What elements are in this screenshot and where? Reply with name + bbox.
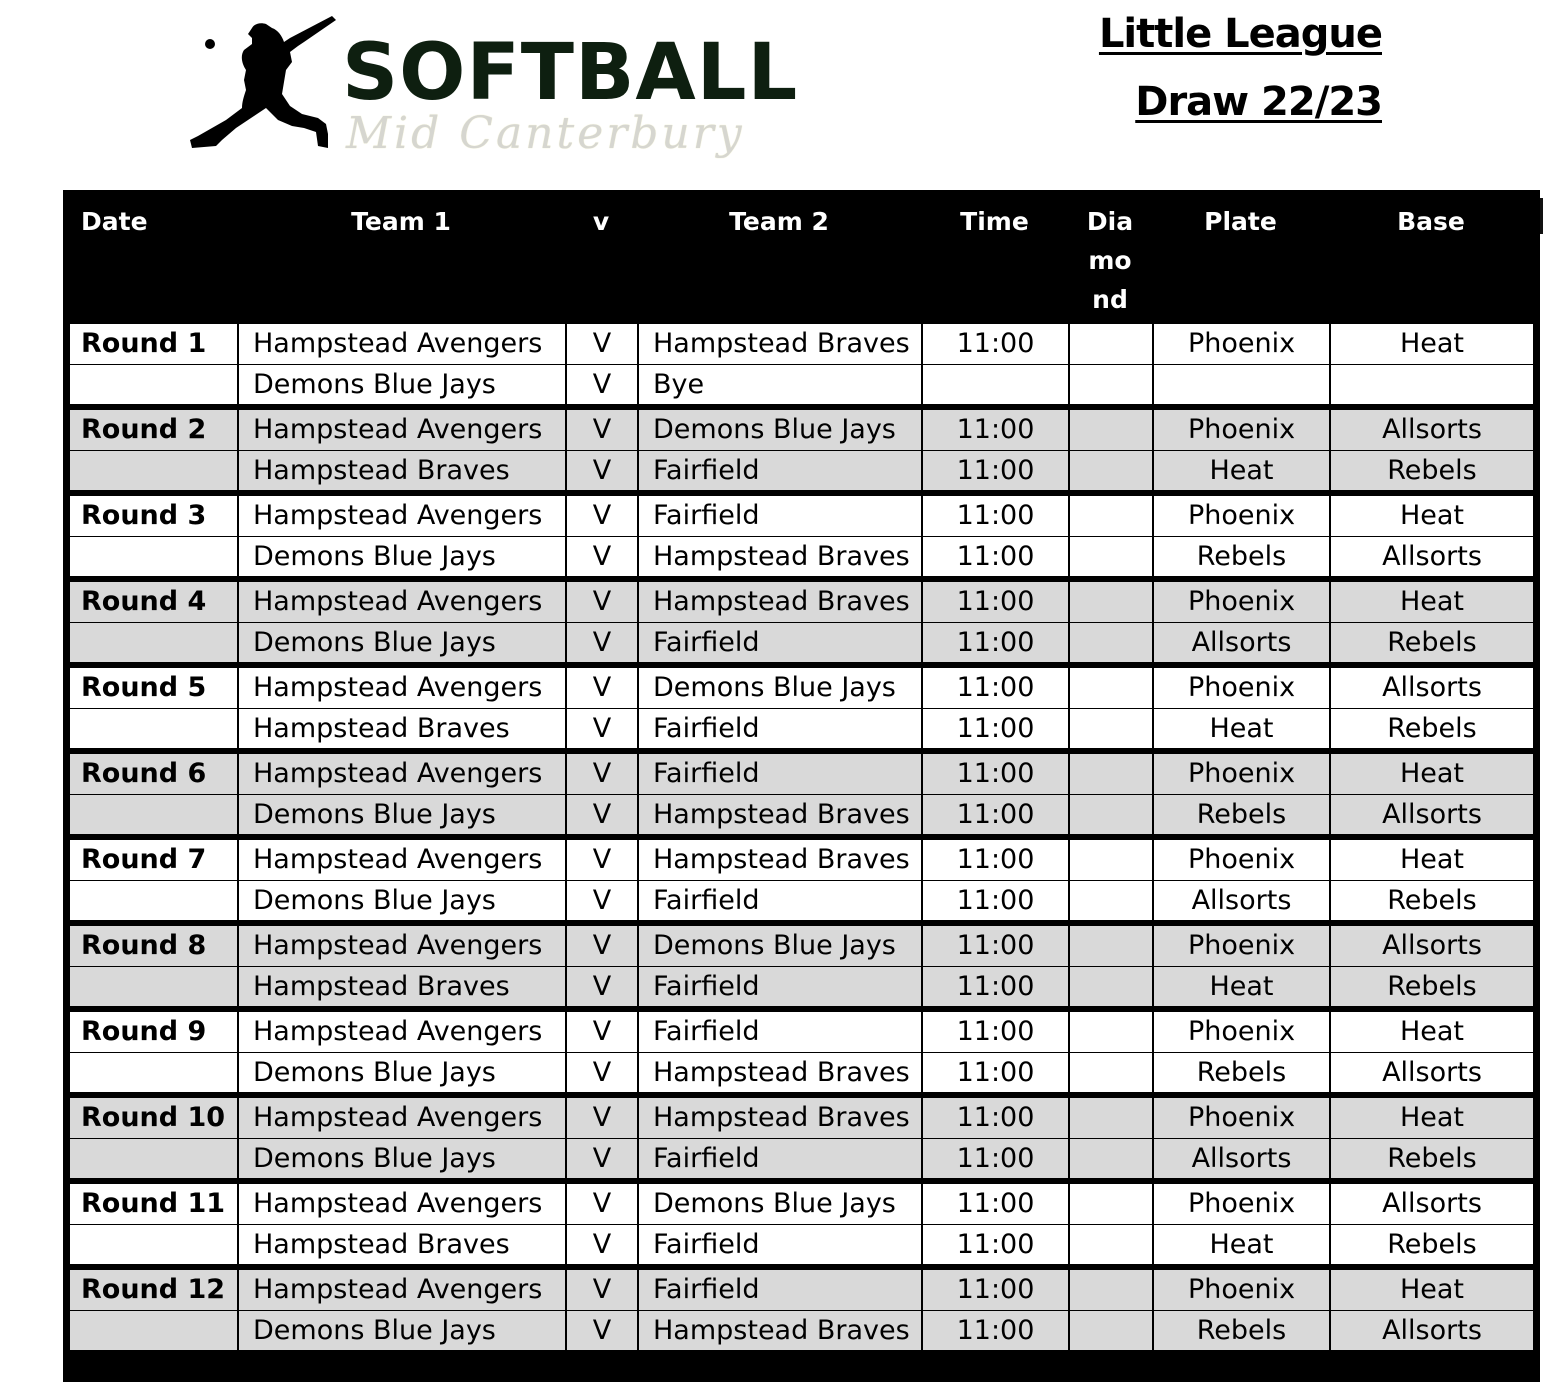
time-cell: 11:00 [921, 451, 1068, 490]
team1-cell: Hampstead Avengers [237, 926, 565, 966]
time-cell [921, 365, 1068, 404]
plate-cell: Allsorts [1152, 623, 1329, 662]
diamond-cell [1068, 1139, 1152, 1178]
versus-cell: V [565, 881, 637, 920]
time-cell: 11:00 [921, 1139, 1068, 1178]
versus-cell: V [565, 365, 637, 404]
table-row [70, 410, 1533, 450]
team1-cell: Hampstead Avengers [237, 582, 565, 622]
plate-cell: Heat [1152, 1225, 1329, 1264]
plate-cell: Heat [1152, 709, 1329, 748]
table-row [70, 1012, 1533, 1052]
time-cell: 11:00 [921, 1270, 1068, 1310]
table-row [70, 880, 1533, 920]
table-row [70, 1270, 1533, 1310]
versus-cell: V [565, 537, 637, 576]
team2-cell: Demons Blue Jays [637, 410, 921, 450]
round-group [70, 324, 1533, 404]
team2-cell: Fairfield [637, 881, 921, 920]
table-row [70, 840, 1533, 880]
team1-cell: Hampstead Avengers [237, 1098, 565, 1138]
team1-cell: Demons Blue Jays [237, 365, 565, 404]
table-row [70, 668, 1533, 708]
time-cell: 11:00 [921, 582, 1068, 622]
diamond-cell [1068, 926, 1152, 966]
base-cell: Heat [1329, 324, 1533, 364]
team1-cell: Demons Blue Jays [237, 795, 565, 834]
team2-cell: Hampstead Braves [637, 582, 921, 622]
time-cell: 11:00 [921, 1053, 1068, 1092]
table-row [70, 754, 1533, 794]
title-line-2: Draw 22/23 [1135, 79, 1382, 125]
team1-cell: Hampstead Braves [237, 1225, 565, 1264]
base-cell: Heat [1329, 1098, 1533, 1138]
time-cell: 11:00 [921, 1098, 1068, 1138]
plate-cell: Phoenix [1152, 668, 1329, 708]
table-row [70, 1224, 1533, 1264]
round-group [70, 1184, 1533, 1264]
versus-cell: V [565, 410, 637, 450]
versus-cell: V [565, 582, 637, 622]
round-group [70, 926, 1533, 1006]
round-label-cell [70, 1311, 237, 1350]
table-row [70, 1310, 1533, 1350]
round-label-cell: Round 12 [81, 1274, 226, 1305]
time-cell: 11:00 [921, 1311, 1068, 1350]
base-cell: Rebels [1329, 451, 1533, 490]
team2-cell: Hampstead Braves [637, 1311, 921, 1350]
team1-cell: Hampstead Avengers [237, 1184, 565, 1224]
round-label-cell [70, 623, 237, 662]
diamond-cell [1068, 451, 1152, 490]
round-label-cell: Round 9 [81, 1016, 207, 1047]
plate-cell: Heat [1152, 451, 1329, 490]
header-plate: Plate [1204, 207, 1277, 236]
base-cell: Allsorts [1329, 668, 1533, 708]
team1-cell: Hampstead Avengers [237, 324, 565, 364]
edge-mark [1540, 198, 1543, 234]
table-row [70, 450, 1533, 490]
base-cell: Heat [1329, 840, 1533, 880]
round-label-cell: Round 2 [81, 414, 207, 445]
round-label-cell: Round 3 [81, 500, 207, 531]
time-cell: 11:00 [921, 1225, 1068, 1264]
diamond-cell [1068, 1053, 1152, 1092]
diamond-cell [1068, 623, 1152, 662]
base-cell: Rebels [1329, 709, 1533, 748]
round-group [70, 754, 1533, 834]
round-group [70, 840, 1533, 920]
round-label-cell: Round 10 [81, 1102, 226, 1133]
team1-cell: Hampstead Avengers [237, 1012, 565, 1052]
team1-cell: Hampstead Avengers [237, 496, 565, 536]
time-cell: 11:00 [921, 926, 1068, 966]
plate-cell: Allsorts [1152, 1139, 1329, 1178]
header-diamond-line-3: nd [1092, 285, 1128, 314]
table-row [70, 364, 1533, 404]
versus-cell: V [565, 840, 637, 880]
team2-cell: Fairfield [637, 623, 921, 662]
plate-cell: Rebels [1152, 537, 1329, 576]
diamond-cell [1068, 668, 1152, 708]
table-row [70, 1138, 1533, 1178]
base-cell: Heat [1329, 754, 1533, 794]
header-diamond [1068, 190, 1152, 322]
team2-cell: Fairfield [637, 709, 921, 748]
round-group [70, 582, 1533, 662]
header-v: v [592, 207, 610, 236]
versus-cell: V [565, 967, 637, 1006]
round-label-cell [70, 451, 237, 490]
base-cell: Rebels [1329, 623, 1533, 662]
round-label-cell [70, 1053, 237, 1092]
team1-cell: Demons Blue Jays [237, 1311, 565, 1350]
diamond-cell [1068, 1184, 1152, 1224]
team1-cell: Demons Blue Jays [237, 537, 565, 576]
time-cell: 11:00 [921, 1184, 1068, 1224]
diamond-cell [1068, 840, 1152, 880]
time-cell: 11:00 [921, 668, 1068, 708]
team2-cell: Fairfield [637, 1012, 921, 1052]
round-label-cell [70, 537, 237, 576]
team1-cell: Demons Blue Jays [237, 1139, 565, 1178]
versus-cell: V [565, 1012, 637, 1052]
round-label-cell: Round 6 [81, 758, 207, 789]
table-row [70, 496, 1533, 536]
team2-cell: Hampstead Braves [637, 1053, 921, 1092]
table-row [70, 708, 1533, 748]
header-team2: Team 2 [729, 207, 829, 236]
diamond-cell [1068, 1270, 1152, 1310]
table-row [70, 324, 1533, 364]
versus-cell: V [565, 1098, 637, 1138]
table-row [70, 1098, 1533, 1138]
plate-cell: Phoenix [1152, 1012, 1329, 1052]
round-label-cell [70, 881, 237, 920]
versus-cell: V [565, 926, 637, 966]
team1-cell: Hampstead Avengers [237, 840, 565, 880]
team1-cell: Hampstead Avengers [237, 754, 565, 794]
team2-cell: Demons Blue Jays [637, 1184, 921, 1224]
plate-cell: Phoenix [1152, 1184, 1329, 1224]
base-cell: Allsorts [1329, 410, 1533, 450]
table-row [70, 966, 1533, 1006]
table-row [70, 582, 1533, 622]
round-group [70, 1012, 1533, 1092]
time-cell: 11:00 [921, 967, 1068, 1006]
versus-cell: V [565, 1053, 637, 1092]
base-cell: Allsorts [1329, 537, 1533, 576]
base-cell: Rebels [1329, 967, 1533, 1006]
team2-cell: Hampstead Braves [637, 795, 921, 834]
round-label-cell: Round 8 [81, 930, 207, 961]
plate-cell: Phoenix [1152, 410, 1329, 450]
versus-cell: V [565, 795, 637, 834]
base-cell: Allsorts [1329, 795, 1533, 834]
round-group [70, 1098, 1533, 1178]
plate-cell: Phoenix [1152, 1098, 1329, 1138]
diamond-cell [1068, 1012, 1152, 1052]
base-cell: Heat [1329, 496, 1533, 536]
time-cell: 11:00 [921, 795, 1068, 834]
table-row [70, 536, 1533, 576]
base-cell: Heat [1329, 582, 1533, 622]
team1-cell: Demons Blue Jays [237, 1053, 565, 1092]
base-cell: Allsorts [1329, 1053, 1533, 1092]
versus-cell: V [565, 1225, 637, 1264]
base-cell: Rebels [1329, 1225, 1533, 1264]
plate-cell: Phoenix [1152, 496, 1329, 536]
versus-cell: V [565, 668, 637, 708]
diamond-cell [1068, 1098, 1152, 1138]
title-line-1: Little League [1098, 11, 1382, 57]
logo-subtitle: Mid Canterbury [346, 108, 745, 159]
round-group [70, 668, 1533, 748]
plate-cell [1152, 365, 1329, 404]
versus-cell: V [565, 496, 637, 536]
time-cell: 11:00 [921, 754, 1068, 794]
round-label-cell [70, 365, 237, 404]
round-label-cell: Round 1 [81, 328, 207, 359]
base-cell: Rebels [1329, 1139, 1533, 1178]
base-cell: Allsorts [1329, 1311, 1533, 1350]
table-row [70, 1052, 1533, 1092]
base-cell: Allsorts [1329, 926, 1533, 966]
round-label-cell: Round 11 [81, 1188, 226, 1219]
header-base: Base [1397, 207, 1465, 236]
versus-cell: V [565, 709, 637, 748]
team2-cell: Fairfield [637, 496, 921, 536]
versus-cell: V [565, 1184, 637, 1224]
time-cell: 11:00 [921, 881, 1068, 920]
plate-cell: Phoenix [1152, 582, 1329, 622]
diamond-cell [1068, 365, 1152, 404]
plate-cell: Rebels [1152, 1053, 1329, 1092]
plate-cell: Rebels [1152, 795, 1329, 834]
logo-wordmark: SOFTBALL [342, 28, 799, 118]
header-team1: Team 1 [351, 207, 451, 236]
team2-cell: Fairfield [637, 1270, 921, 1310]
draw-table [63, 190, 1540, 1382]
round-label-cell [70, 795, 237, 834]
team1-cell: Demons Blue Jays [237, 623, 565, 662]
round-group [70, 410, 1533, 490]
round-label-cell: Round 5 [81, 672, 207, 703]
versus-cell: V [565, 1139, 637, 1178]
team1-cell: Hampstead Braves [237, 451, 565, 490]
diamond-cell [1068, 537, 1152, 576]
time-cell: 11:00 [921, 410, 1068, 450]
table-row [70, 1184, 1533, 1224]
team1-cell: Hampstead Braves [237, 709, 565, 748]
batter-silhouette-icon [186, 16, 336, 156]
team2-cell: Fairfield [637, 967, 921, 1006]
team1-cell: Hampstead Avengers [237, 410, 565, 450]
header-diamond-line-2: mo [1088, 246, 1132, 275]
plate-cell: Phoenix [1152, 840, 1329, 880]
round-label-cell [70, 709, 237, 748]
versus-cell: V [565, 324, 637, 364]
table-row [70, 622, 1533, 662]
versus-cell: V [565, 451, 637, 490]
versus-cell: V [565, 754, 637, 794]
diamond-cell [1068, 967, 1152, 1006]
table-row [70, 926, 1533, 966]
time-cell: 11:00 [921, 840, 1068, 880]
base-cell: Allsorts [1329, 1184, 1533, 1224]
team2-cell: Demons Blue Jays [637, 926, 921, 966]
team1-cell: Hampstead Avengers [237, 1270, 565, 1310]
team1-cell: Hampstead Avengers [237, 668, 565, 708]
header-time: Time [960, 207, 1029, 236]
round-label-cell [70, 1225, 237, 1264]
versus-cell: V [565, 1311, 637, 1350]
time-cell: 11:00 [921, 1012, 1068, 1052]
plate-cell: Heat [1152, 967, 1329, 1006]
base-cell: Heat [1329, 1270, 1533, 1310]
diamond-cell [1068, 496, 1152, 536]
team1-cell: Hampstead Braves [237, 967, 565, 1006]
time-cell: 11:00 [921, 623, 1068, 662]
team2-cell: Hampstead Braves [637, 840, 921, 880]
plate-cell: Phoenix [1152, 926, 1329, 966]
round-group [70, 496, 1533, 576]
plate-cell: Phoenix [1152, 754, 1329, 794]
round-label-cell [70, 967, 237, 1006]
header-diamond-line-1: Dia [1086, 207, 1134, 236]
team2-cell: Fairfield [637, 1139, 921, 1178]
time-cell: 11:00 [921, 709, 1068, 748]
versus-cell: V [565, 623, 637, 662]
round-label-cell: Round 7 [81, 844, 207, 875]
round-label-cell: Round 4 [81, 586, 207, 617]
time-cell: 11:00 [921, 537, 1068, 576]
team2-cell: Bye [637, 365, 921, 404]
time-cell: 11:00 [921, 496, 1068, 536]
team2-cell: Hampstead Braves [637, 324, 921, 364]
plate-cell: Phoenix [1152, 324, 1329, 364]
plate-cell: Rebels [1152, 1311, 1329, 1350]
diamond-cell [1068, 1311, 1152, 1350]
page-title [1098, 11, 1382, 125]
diamond-cell [1068, 582, 1152, 622]
diamond-cell [1068, 410, 1152, 450]
team2-cell: Fairfield [637, 1225, 921, 1264]
team2-cell: Hampstead Braves [637, 1098, 921, 1138]
table-header [70, 190, 1533, 322]
diamond-cell [1068, 709, 1152, 748]
base-cell [1329, 365, 1533, 404]
team2-cell: Fairfield [637, 451, 921, 490]
diamond-cell [1068, 324, 1152, 364]
time-cell: 11:00 [921, 324, 1068, 364]
base-cell: Heat [1329, 1012, 1533, 1052]
base-cell: Rebels [1329, 881, 1533, 920]
diamond-cell [1068, 795, 1152, 834]
softball-logo [186, 16, 799, 166]
table-row [70, 794, 1533, 834]
team2-cell: Fairfield [637, 754, 921, 794]
header-date: Date [81, 207, 148, 236]
team2-cell: Hampstead Braves [637, 537, 921, 576]
diamond-cell [1068, 881, 1152, 920]
plate-cell: Allsorts [1152, 881, 1329, 920]
plate-cell: Phoenix [1152, 1270, 1329, 1310]
versus-cell: V [565, 1270, 637, 1310]
diamond-cell [1068, 754, 1152, 794]
team2-cell: Demons Blue Jays [637, 668, 921, 708]
round-label-cell [70, 1139, 237, 1178]
round-group [70, 1270, 1533, 1350]
diamond-cell [1068, 1225, 1152, 1264]
team1-cell: Demons Blue Jays [237, 881, 565, 920]
